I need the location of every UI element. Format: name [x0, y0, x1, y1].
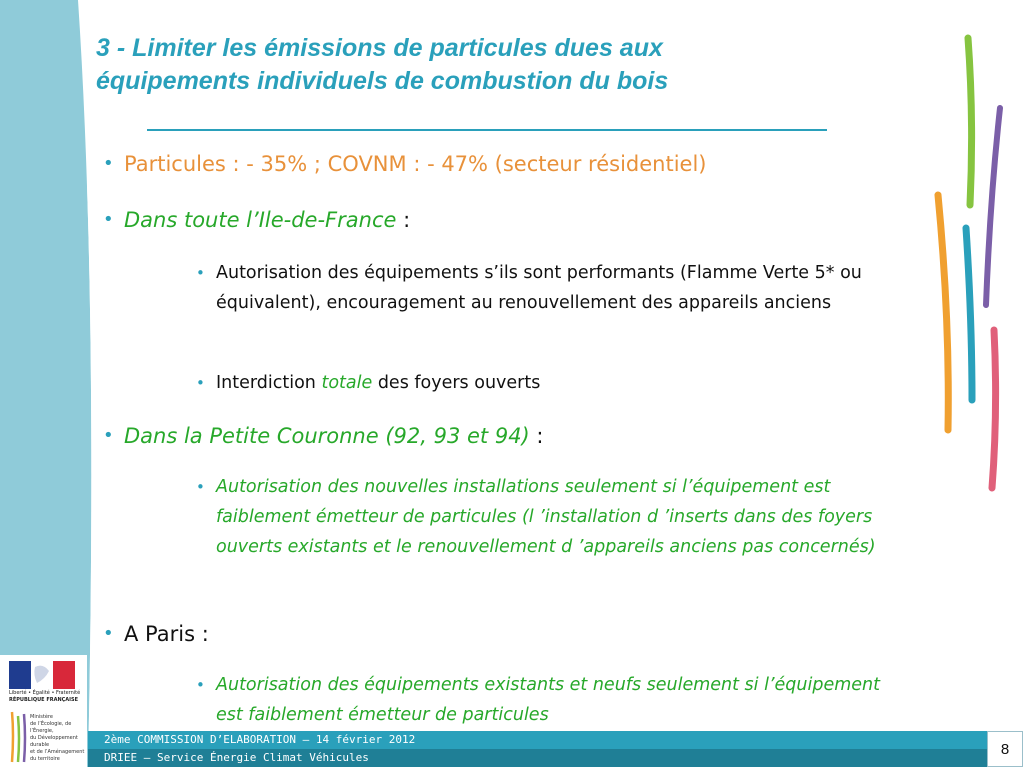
- bullet-icon: •: [196, 478, 205, 496]
- bullet-icon: •: [103, 623, 114, 644]
- subbullet-text: Autorisation des équipements existants et neufs seulement si l’équipement est faiblement émetteur de particules: [216, 675, 880, 725]
- subbullet-text: Autorisation des équipements s’ils sont performants (Flamme Verte 5* ou équivalent), encouragement au renouvellement des appareils anciens: [216, 263, 862, 313]
- page-number-box: [987, 731, 1023, 767]
- ministry-line: et de l’Aménagement: [30, 749, 85, 755]
- ministry-line: Ministère: [30, 714, 53, 720]
- ministry-line: du territoire: [30, 756, 60, 762]
- bullet-emphasis: Dans toute l’Ile-de-France: [124, 208, 397, 232]
- bullet-text: Particules : - 35% ; COVNM : - 47% (secteur résidentiel): [124, 152, 707, 176]
- logo-motto: Liberté • Égalité • Fraternité: [9, 690, 81, 696]
- ministry-line: de l’Écologie, de l’Énergie,: [30, 721, 72, 734]
- marianne-logo-icon: [9, 661, 75, 689]
- bullet-icon: •: [196, 374, 205, 392]
- bullet-icon: •: [103, 153, 114, 174]
- ministry-strokes-icon: [8, 710, 30, 765]
- logo-republic: RÉPUBLIQUE FRANÇAISE: [9, 697, 79, 703]
- subbullet-text-after: des foyers ouverts: [372, 373, 541, 393]
- subbullet-text: Autorisation des nouvelles installations seulement si l’équipement est faiblement émetteur de particules (l ’installation d ’inserts dans des foyers ouverts existants et le renouvellement d ’appareils anciens pas concernés): [216, 477, 876, 557]
- bullet-colon: :: [396, 208, 411, 232]
- bullet-colon: :: [529, 424, 544, 448]
- bullet-text: A Paris :: [124, 622, 209, 646]
- bullet-icon: •: [196, 676, 205, 694]
- subbullet-text-before: Interdiction: [216, 373, 322, 393]
- page-number: 8: [1000, 741, 1010, 758]
- footer-line1: 2ème COMMISSION D’ELABORATION – 14 février 2012: [104, 733, 416, 746]
- subbullet-emphasis: totale: [321, 373, 373, 393]
- slide-title-line2: équipements individuels de combustion du bois: [96, 67, 669, 95]
- subbullet-text: [216, 368, 906, 398]
- slide-title-line1: 3 - Limiter les émissions de particules dues aux: [96, 34, 663, 62]
- bullet-icon: •: [196, 264, 205, 282]
- bullet-emphasis: Dans la Petite Couronne (92, 93 et 94): [124, 424, 530, 448]
- bullet-icon: •: [103, 209, 114, 230]
- bullet-icon: •: [103, 425, 114, 446]
- decorative-color-strokes: [920, 30, 1010, 500]
- bullet-text: [124, 206, 410, 234]
- ministry-name: [30, 714, 85, 763]
- bullet-text: [124, 422, 544, 450]
- ministry-line: du Développement durable: [30, 735, 78, 748]
- footer-line2: DRIEE – Service Énergie Climat Véhicules: [104, 751, 369, 764]
